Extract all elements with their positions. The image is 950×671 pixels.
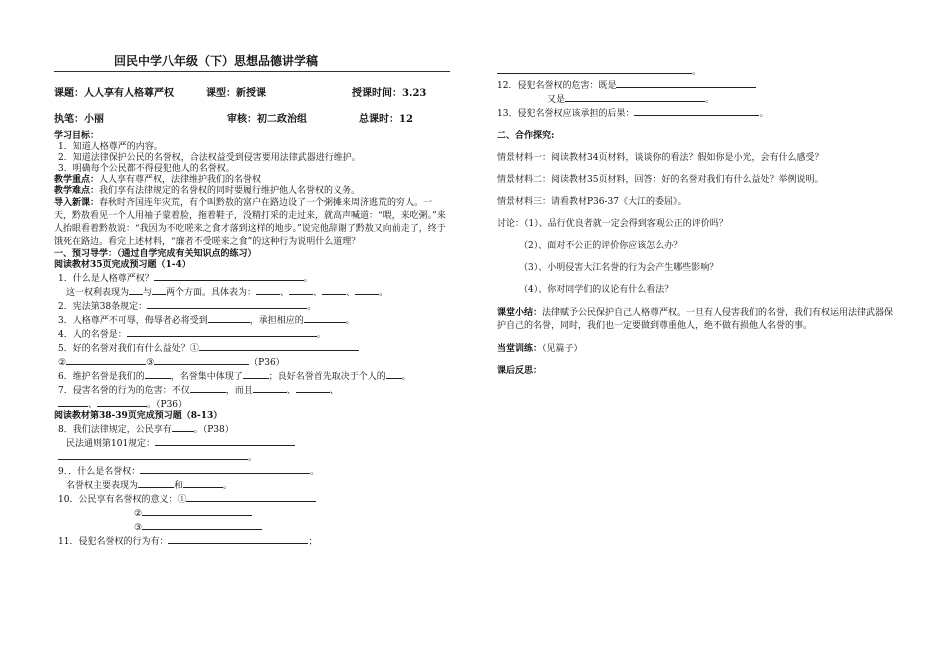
section2-title: 二、合作探究: (497, 131, 555, 141)
answer-blank[interactable] (256, 285, 280, 295)
answer-blank[interactable] (127, 327, 317, 337)
answer-blank[interactable] (154, 355, 249, 365)
answer-blank[interactable] (138, 478, 174, 488)
goal-item: 3．明确每个公民都不得侵犯他人的名誉权。 (58, 164, 235, 174)
discuss-item: （4）、你对同学们的议论有什么看法？ (519, 285, 674, 295)
goals-title: 学习目标： (54, 131, 100, 141)
difficulty-label: 教学难点： (54, 186, 100, 196)
practice-label: 当堂训练： (497, 344, 543, 354)
discuss-item: （1）、品行优良者就一定会得到客观公正的评价吗？ (524, 219, 728, 229)
discuss-label: 讨论： (497, 219, 525, 229)
answer-blank[interactable] (129, 285, 143, 295)
answer-blank[interactable] (186, 492, 316, 502)
answer-blank[interactable] (190, 383, 226, 393)
goal-item: 2．知道法律保护公民的名誉权，合法权益受到侵害要用法律武器进行维护。 (58, 153, 361, 163)
text: ，而且 (225, 386, 253, 396)
answer-blank[interactable] (243, 369, 269, 379)
question-10b: ② (134, 509, 143, 519)
text: 和 (174, 481, 184, 491)
answer-blank[interactable] (140, 464, 310, 474)
text: ；良好名誉首先取决于个人的 (268, 372, 386, 382)
material-2: 情景材料二：阅读教材35页材料，回答：好的名誉对我们有什么益处？举例说明。 (497, 175, 824, 185)
question-7: 7．侵害名誉的行为的危害：不仅 (58, 386, 190, 396)
question-8b: 民法通则第101规定： (66, 439, 156, 449)
answer-blank[interactable] (183, 478, 223, 488)
question-10c: ③ (134, 523, 143, 533)
answer-blank[interactable] (616, 78, 756, 88)
answer-blank[interactable] (152, 285, 166, 295)
answer-blank[interactable] (172, 422, 194, 432)
answer-blank[interactable] (386, 369, 402, 379)
key-point-label: 教学重点： (54, 175, 100, 185)
answer-blank[interactable] (145, 369, 171, 379)
practice-text: （见篇子） (542, 344, 583, 354)
type-label: 课型：新授课 (206, 88, 266, 99)
difficulty-text: 我们享有法律规定的名誉权的同时要履行维护他人名誉权的义务。 (99, 186, 361, 196)
answer-blank[interactable] (155, 436, 295, 446)
question-9: 9．．什么是名誉权： (58, 467, 141, 477)
key-point-text: 人人享有尊严权，法律维护我们的名誉权 (99, 175, 262, 185)
answer-blank[interactable] (147, 299, 307, 309)
topic-label: 课题：人人享有人格尊严权 (54, 88, 174, 99)
text: ，承担相应的 (249, 316, 304, 326)
discuss-item: （3）、小明侵害大江名誉的行为会产生哪些影响？ (519, 263, 719, 273)
answer-blank[interactable] (565, 92, 705, 102)
answer-blank[interactable] (208, 313, 250, 323)
left-column: 学习目标： 1．知道人格尊严的内容。 2．知道法律保护公民的名誉权，合法权益受到侵害要用法律武器进行维护。 3．明确每个公民都不得侵犯他人的名誉权。 教学重点：人人享有尊严权，法律维护我们的名誉权 教学难点：我们享有法律规定的名誉权的同时要履行维护他人名誉权的义务。 导入新课：春秋时齐国连年灾荒，有个叫黔敖的富户在路边设了一个粥摊来周济逃荒的穷人。一天，黔敖看见一个人用袖子蒙着脸，拖着鞋子，没精打采的走过来，就高声喊道：“喂，来吃粥。”来人抬眼看着黔敖说：“我因为不吃嗟来之食才落到这样的地步。”说完他辞谢了黔敖又向前走了，终于饿死在路边。看完上述材料，“廉者不受嗟来之食”的这种行为说明什么道理？ 一、预习导学：（通过自学完成有关知识点的练习） 阅读教材35页完成预习题（1-4） 1．什么是人格尊严权？ 。 这一权利表现为 与 两个方面。具体表为： 、 、 、 。 2．宪法第38条规定： 。 3．人格尊严不可辱，侮辱者必将受到 ，承担相应的 。 4．人的名誉是： 。 5．好的名誉对我们有什么益处？① ② ③ （P36） 6．维护名誉是我们的 ，名誉集中体现了 ；良好名誉首先取决于个人的 。 7．侵害名誉的行为的危害：不仅 ，而且 、 、 、 。（P36） 阅读教材第38-39页完成预习题（8-13） 8．我们法律规定，公民享有 。（P38） 民法通则第101规定： 。 9．．什么是名誉权： 。 名誉权主要表现为 和 。 10．公民享有名誉权的意义：① ② ③ 11．侵犯名誉权的行为有： ； (54, 131, 450, 548)
answer-blank[interactable] (58, 397, 88, 407)
intro-text: 春秋时齐国连年灾荒，有个叫黔敖的富户在路边设了一个粥摊来周济逃荒的穷人。一天，黔敖看见一个人用袖子蒙着脸，拖着鞋子，没精打采的走过来，就高声喊道：“喂，来吃粥。”来人抬眼看着黔敖说：“我因为不吃嗟来之食才落到这样的地步。”说完他辞谢了黔敖又向前走了，终于饿死在路边。看完上述材料，“廉者不受嗟来之食”的这种行为说明什么道理？ (54, 198, 446, 247)
question-10: 10．公民享有名誉权的意义：① (58, 495, 187, 505)
summary-text: 法律赋予公民保护自己人格尊严权。一旦有人侵害我们的名誉，我们有权运用法律武器保护自己的名誉，同时，我们也一定要做到尊重他人，绝不做有损他人名誉的事。 (497, 308, 894, 331)
answer-blank[interactable] (296, 383, 330, 393)
question-3: 3．人格尊严不可辱，侮辱者必将受到 (58, 316, 208, 326)
answer-blank[interactable] (199, 341, 359, 351)
page-title: 回民中学八年级（下）思想品德讲学稿 (54, 52, 450, 72)
question-5b: ② (58, 358, 67, 368)
material-3: 情景材料三：请看教材P36-37《大江的委屈》。 (497, 197, 687, 207)
question-12: 12．侵犯名誉权的危害：既是 (497, 81, 617, 91)
text: 。（P38） (193, 425, 234, 435)
discuss-item: （2）、面对不公正的评价你应该怎么办？ (519, 241, 683, 251)
text: （P36） (249, 358, 285, 368)
question-2: 2．宪法第38条规定： (58, 302, 148, 312)
question-5: 5．好的名誉对我们有什么益处？① (58, 344, 199, 354)
answer-blank[interactable] (142, 520, 262, 530)
section1-title: 一、预习导学：（通过自学完成有关知识点的练习） (54, 249, 257, 259)
answer-blank[interactable] (322, 285, 346, 295)
text: 与 (143, 288, 153, 298)
answer-blank[interactable] (304, 313, 346, 323)
intro-label: 导入新课： (54, 198, 100, 208)
answer-blank[interactable] (355, 285, 379, 295)
text: ，名誉集中体现了 (170, 372, 243, 382)
answer-blank[interactable] (289, 285, 313, 295)
answer-blank[interactable] (66, 355, 146, 365)
summary-label: 课堂小结： (497, 308, 543, 318)
author-label: 执笔：小丽 (54, 114, 104, 125)
goal-item: 1．知道人格尊严的内容。 (58, 142, 163, 152)
answer-blank[interactable] (154, 271, 304, 281)
reading-task-2: 阅读教材第38-39页完成预习题（8-13） (54, 411, 223, 421)
text: 。（P36） (147, 400, 188, 410)
answer-blank[interactable] (97, 397, 147, 407)
right-column: 。 12．侵犯名誉权的危害：既是 又是 。 13．侵犯名誉权应该承担的后果： 。 二、合作探究: 情景材料一：阅读教材34页材料，谈谈你的看法？假如你是小光，会有什么感受？ 情景材料二：阅读教材35页材料，回答：好的名誉对我们有什么益处？举例说明。 情景材料三：请看教材P36-37《大江的委屈》。 讨论：（1）、品行优良者就一定会得到客观公正的评价吗？ （2）、面对不公正的评价你应该怎么办？ （3）、小明侵害大江名誉的行为会产生哪些影响？ （4）、你对同学们的议论有什么看法？ 课堂小结：法律赋予公民保护自己人格尊严权。一旦有人侵害我们的名誉，我们有权运用法律武器保护自己的名誉，同时，我们也一定要做到尊重他人，绝不做有损他人名誉的事。 当堂训练：（见篇子） 课后反思： (497, 64, 897, 377)
answer-blank[interactable] (497, 64, 692, 74)
time-label: 授课时间：3.23 (352, 88, 427, 99)
answer-blank[interactable] (634, 106, 759, 116)
question-9b: 名誉权主要表现为 (66, 481, 139, 491)
reviewer-label: 审核：初二政治组 (227, 114, 307, 125)
answer-blank[interactable] (168, 534, 308, 544)
text: ③ (146, 358, 155, 368)
question-6: 6．维护名誉是我们的 (58, 372, 145, 382)
reading-task-1: 阅读教材35页完成预习题（1-4） (54, 260, 191, 270)
text: 两个方面。具体表为： (166, 288, 257, 298)
answer-blank[interactable] (142, 506, 252, 516)
material-1: 情景材料一：阅读教材34页材料，谈谈你的看法？假如你是小光，会有什么感受？ (497, 153, 824, 163)
question-4: 4．人的名誉是： (58, 330, 127, 340)
question-11: 11．侵犯名誉权的行为有： (58, 537, 169, 547)
hours-label: 总课时：12 (359, 114, 413, 125)
question-12b: 又是 (547, 95, 566, 105)
question-1b: 这一权利表现为 (66, 288, 130, 298)
question-1: 1．什么是人格尊严权？ (58, 274, 154, 284)
reflect-label: 课后反思： (497, 366, 543, 376)
answer-blank[interactable] (58, 450, 248, 460)
answer-blank[interactable] (253, 383, 287, 393)
question-8: 8．我们法律规定，公民享有 (58, 425, 172, 435)
question-13: 13．侵犯名誉权应该承担的后果： (497, 109, 635, 119)
